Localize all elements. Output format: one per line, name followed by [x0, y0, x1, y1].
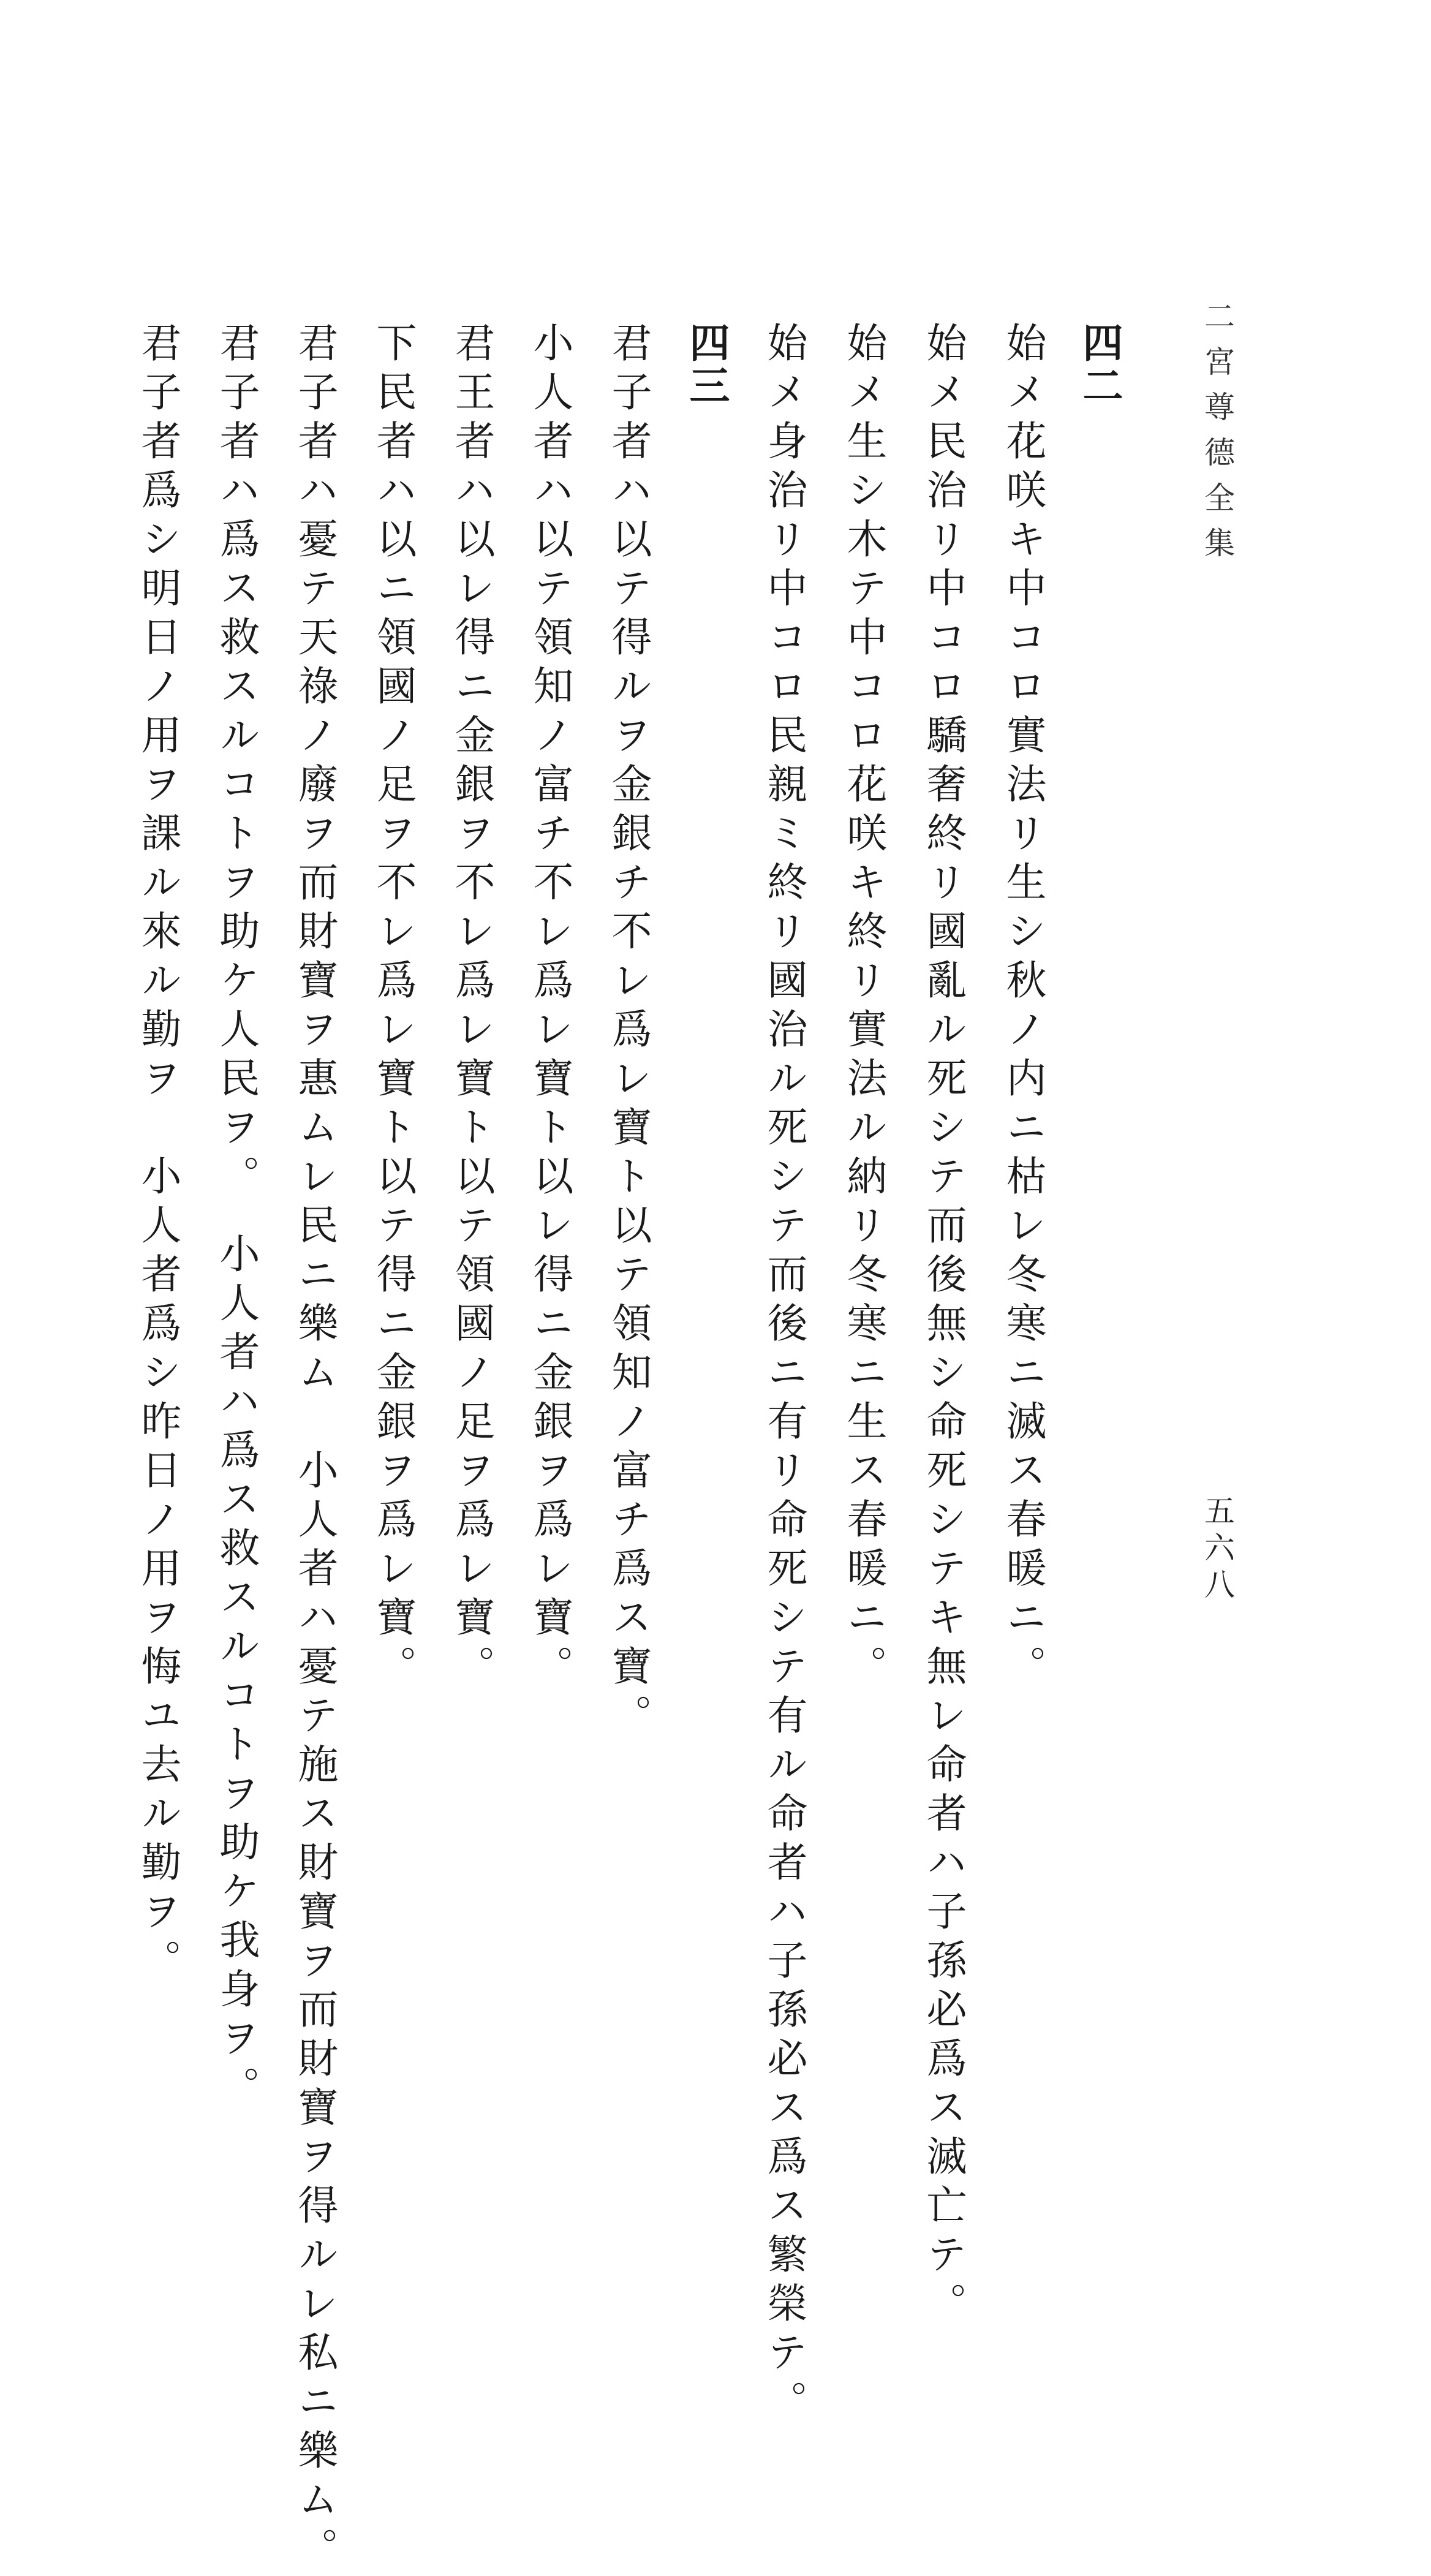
text-line: 始メ民治リ中コロ驕奢終リ國亂ル死シテ而後無シ命死シテキ無レ命者ハ子孫必爲ス滅亡テ。 — [919, 322, 967, 2331]
text-line: 始メ花咲キ中コロ實法リ生シ秋ノ内ニ枯レ冬寒ニ滅ス春暖ニ。 — [999, 322, 1046, 1694]
text-line: 君子者ハ憂テ天祿ノ廢ヲ而財寶ヲ惠ムレ民ニ樂ム 小人者ハ憂テ施ス財寶ヲ而財寶ヲ得ルレ私ニ樂ム。 — [291, 322, 338, 2576]
text-line: 小人者ハ以テ領知ノ富チ不レ爲レ寶ト以レ得ニ金銀ヲ爲レ寶。 — [526, 322, 573, 1694]
running-head: 二宮尊德全集 — [1199, 300, 1235, 572]
text-line: 下民者ハ以ニ領國ノ足ヲ不レ爲レ寶ト以テ得ニ金銀ヲ爲レ寶。 — [369, 322, 417, 1694]
section-number-43: 四三 — [682, 322, 730, 407]
text-line: 君子者ハ以テ得ルヲ金銀チ不レ爲レ寶ト以テ領知ノ富チ爲ス寶。 — [605, 322, 652, 1743]
text-line: 君子者爲シ明日ノ用ヲ課ル來ル勤ヲ 小人者爲シ昨日ノ用ヲ悔ユ去ル勤ヲ。 — [134, 322, 181, 1988]
text-line: 君王者ハ以レ得ニ金銀ヲ不レ爲レ寶ト以テ領國ノ足ヲ爲レ寶。 — [448, 322, 495, 1694]
text-line: 君子者ハ爲ス救スルコトヲ助ケ人民ヲ。 小人者ハ爲ス救スルコトヲ助ケ我身ヲ。 — [213, 322, 260, 2115]
text-line: 始メ生シ木テ中コロ花咲キ終リ實法ル納リ冬寒ニ生ス春暖ニ。 — [840, 322, 887, 1694]
text-line: 始メ身治リ中コロ民親ミ終リ國治ル死シテ而後ニ有リ命死シテ有ル命者ハ子孫必ス爲ス繁榮テ。 — [760, 322, 807, 2429]
page-number: 五六八 — [1199, 1495, 1235, 1605]
section-number-42: 四二 — [1076, 322, 1123, 407]
